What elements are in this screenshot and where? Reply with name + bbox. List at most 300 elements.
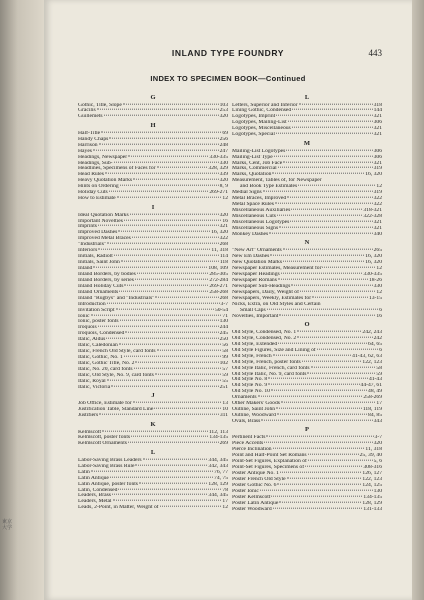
entry-name: Letters, Superior and Inferior bbox=[232, 102, 298, 108]
dot-leader bbox=[279, 314, 375, 315]
dot-leader bbox=[118, 488, 221, 489]
entry-pages: 18-26 bbox=[368, 277, 382, 283]
entry-name: Newspaper Romans bbox=[232, 277, 277, 283]
entry-name: Marks, Commercial bbox=[232, 166, 277, 172]
dot-leader bbox=[109, 137, 218, 138]
dot-leader bbox=[120, 185, 219, 186]
dot-leader bbox=[155, 374, 222, 375]
entry-name: Logotypes, Special bbox=[232, 132, 275, 138]
entry-pages: 16, 320 bbox=[365, 172, 382, 178]
entry-pages: 343 bbox=[373, 419, 382, 424]
entry-pages: 12 bbox=[222, 196, 228, 202]
entry-name: Old Style, French, poster fonts bbox=[232, 359, 301, 365]
entry-name: Old Style No. 10 bbox=[232, 389, 270, 395]
dot-leader bbox=[269, 232, 372, 233]
entry-name: Holiday Cuts bbox=[78, 190, 108, 196]
entry-pages: 8, 9 bbox=[219, 184, 228, 190]
entry-name: Heavy Quotation Marks bbox=[78, 178, 133, 184]
dot-leader bbox=[297, 331, 361, 332]
dot-leader bbox=[128, 155, 208, 156]
index-entry bbox=[232, 132, 382, 138]
dot-leader bbox=[119, 344, 222, 345]
entry-name: Italic, Caledonian bbox=[78, 343, 118, 349]
entry-pages: 311 bbox=[219, 413, 228, 419]
entry-name: How to Estimate bbox=[78, 196, 116, 202]
entry-name: Leads, 2-Point, in Matter, Weight of bbox=[78, 505, 159, 511]
entry-pages: 58 bbox=[222, 349, 228, 355]
entry-name: Newspapers, Daily, Weight of bbox=[232, 289, 299, 295]
entry-pages: 114 bbox=[219, 254, 228, 260]
dot-leader bbox=[93, 267, 207, 268]
dot-leader bbox=[271, 496, 362, 497]
entry-name: Kelmscott Ornaments bbox=[78, 441, 127, 447]
dot-leader bbox=[97, 109, 219, 110]
entry-name: Handy Chaps bbox=[78, 136, 109, 142]
left-index-column bbox=[78, 92, 228, 511]
dot-leader bbox=[134, 368, 222, 369]
entry-name: Leaders, Metal bbox=[78, 499, 112, 505]
entry-pages: 340 bbox=[373, 231, 382, 237]
dot-leader bbox=[99, 143, 219, 144]
dot-leader bbox=[91, 314, 222, 315]
entry-pages: 321 bbox=[373, 114, 382, 120]
entry-pages: 108, 109 bbox=[208, 266, 228, 271]
entry-name: Ornaments bbox=[232, 395, 257, 401]
letter-heading: M bbox=[303, 139, 311, 147]
entry-pages: 321 bbox=[373, 219, 382, 225]
entry-pages: 268 bbox=[219, 242, 228, 248]
entry-pages: 118, 119 bbox=[362, 407, 382, 413]
entry-name: Miscellaneous Signs bbox=[232, 225, 279, 231]
entry-name: Head Rules bbox=[78, 172, 104, 178]
dot-leader bbox=[272, 173, 364, 174]
entry-name: Marks, Cent, Job Face bbox=[232, 160, 283, 166]
letter-heading: H bbox=[150, 121, 156, 129]
entry-name: Mailing-List Logotypes bbox=[232, 148, 286, 154]
dot-leader bbox=[305, 466, 362, 467]
entry-pages: 319 bbox=[373, 166, 382, 172]
entry-name: "Industrials" bbox=[78, 242, 107, 248]
entry-pages: 124, 125 bbox=[362, 482, 382, 488]
entry-name: Guillemets bbox=[78, 114, 103, 120]
index-entry bbox=[78, 413, 228, 419]
dot-leader bbox=[283, 249, 373, 250]
entry-pages: 344, 345 bbox=[208, 457, 228, 463]
entry-name: Introduction bbox=[78, 301, 106, 307]
entry-name: Latin, Condensed bbox=[78, 487, 118, 493]
dot-leader bbox=[157, 350, 222, 351]
dot-leader bbox=[137, 273, 209, 274]
page-header bbox=[44, 48, 412, 62]
entry-name: Gothic, Title, Slope bbox=[78, 102, 122, 108]
entry-pages: 321 bbox=[219, 224, 228, 230]
entry-pages: 268 bbox=[219, 295, 228, 301]
entry-name: Labor-Saving Brass Rule bbox=[78, 463, 135, 469]
dot-leader bbox=[98, 249, 210, 250]
entry-name: Inland Borders, by bodies bbox=[78, 271, 136, 277]
dot-leader bbox=[277, 215, 362, 216]
entry-name: Improved Dashes bbox=[78, 230, 118, 236]
letter-heading: P bbox=[305, 426, 309, 434]
entry-name: Pertinent Facts bbox=[232, 435, 266, 441]
entry-name: Poster Antique No. 1 bbox=[232, 471, 279, 477]
dot-leader bbox=[286, 149, 372, 150]
dot-leader bbox=[281, 402, 375, 403]
dot-leader bbox=[281, 273, 363, 274]
index-entry bbox=[78, 441, 228, 447]
dot-leader bbox=[288, 121, 373, 122]
entry-name: Logotypes, Miscellaneous bbox=[232, 126, 291, 132]
dot-leader bbox=[287, 197, 372, 198]
entry-name: Logotypes, Mailing-List bbox=[232, 120, 287, 126]
entry-name: Lining Gothic, Condensed bbox=[232, 108, 292, 114]
dot-leader bbox=[308, 454, 359, 455]
entry-name: Point-Set Figures, Explanation of bbox=[232, 459, 307, 465]
entry-name: Imprints bbox=[78, 224, 97, 230]
entry-name: Iroquois bbox=[78, 325, 97, 331]
dot-leader bbox=[105, 173, 219, 174]
entry-pages: 321 bbox=[373, 160, 382, 166]
entry-pages: 128, 129 bbox=[208, 481, 228, 487]
dot-leader bbox=[101, 132, 221, 133]
dot-leader bbox=[124, 356, 222, 357]
entry-name: Marks, Quotation bbox=[232, 172, 272, 178]
dot-leader bbox=[307, 372, 375, 373]
entry-name: Newspapers, Weekly, Estimates for bbox=[232, 295, 312, 301]
entry-name: Metal Space Rules bbox=[232, 202, 274, 208]
entry-name: Justifiers bbox=[78, 413, 99, 419]
dot-leader bbox=[107, 243, 218, 244]
entry-name: Pierce Inclination bbox=[232, 447, 272, 453]
entry-name: Medial Signs bbox=[232, 190, 262, 196]
entry-pages: 306 bbox=[373, 120, 382, 126]
dot-leader bbox=[299, 103, 373, 104]
dot-leader bbox=[283, 161, 372, 162]
dot-leader bbox=[160, 506, 222, 507]
entry-name: Novelties, Important bbox=[232, 313, 279, 319]
dot-leader bbox=[312, 296, 368, 297]
book-spine bbox=[0, 0, 44, 600]
entry-pages: 57 bbox=[222, 366, 228, 372]
entry-pages: 144 bbox=[373, 108, 382, 114]
entry-pages: 103 bbox=[219, 102, 228, 108]
entry-pages: 321 bbox=[373, 225, 382, 231]
entry-name: Latin bbox=[78, 469, 90, 475]
entry-pages: 248 bbox=[219, 142, 228, 148]
entry-name: Ionic, poster fonts bbox=[78, 319, 119, 325]
entry-pages: 242, 243 bbox=[362, 329, 382, 335]
entry-pages: 118 bbox=[219, 260, 228, 266]
entry-name: Headings, Sub- bbox=[78, 160, 113, 166]
spine-stamp: 東京大学 bbox=[2, 520, 13, 531]
entry-pages: 16, 320 bbox=[365, 254, 382, 260]
entry-name: Harrison bbox=[78, 142, 98, 148]
section-title: INDEX TO SPECIMEN BOOK—Continued bbox=[150, 74, 306, 83]
entry-name: Poster Gothic No. 6 bbox=[232, 482, 277, 488]
dot-leader bbox=[292, 127, 373, 128]
entry-pages: 269 bbox=[219, 441, 228, 447]
entry-pages: 251 bbox=[219, 384, 228, 390]
entry-pages: 3-7 bbox=[374, 435, 382, 441]
entry-pages: 69 bbox=[222, 130, 228, 136]
dot-leader bbox=[93, 149, 219, 150]
entry-name: Italic, Victoria bbox=[78, 384, 111, 390]
entry-name: Inferiors bbox=[78, 248, 98, 254]
entry-pages: 322 bbox=[373, 196, 382, 202]
letter-heading: K bbox=[150, 420, 156, 428]
dot-leader bbox=[274, 155, 373, 156]
entry-name: Poster French Old Style bbox=[232, 477, 286, 482]
dot-leader bbox=[283, 261, 364, 262]
dot-leader bbox=[114, 161, 219, 162]
entry-name: Hints on Ordering bbox=[78, 184, 119, 190]
dot-leader bbox=[277, 414, 367, 415]
dot-leader bbox=[273, 507, 363, 508]
entry-pages: 320 bbox=[219, 114, 228, 120]
entry-pages: 319 bbox=[373, 190, 382, 196]
entry-name: Headlines, Specimens of Faces for bbox=[78, 166, 156, 172]
dot-leader bbox=[297, 337, 372, 338]
entry-name: Invitation Script bbox=[78, 307, 115, 313]
dot-leader bbox=[287, 478, 362, 479]
entry-pages: 242 bbox=[373, 335, 382, 341]
dot-leader bbox=[300, 290, 375, 291]
dot-leader bbox=[273, 448, 365, 449]
entry-name: Latin Antique bbox=[78, 475, 109, 481]
entry-name: Job Office, Estimate for bbox=[78, 401, 132, 407]
entry-pages: 245 bbox=[219, 331, 228, 337]
entry-pages: 13 bbox=[222, 401, 228, 407]
entry-pages: 50-54 bbox=[214, 307, 228, 313]
dot-leader bbox=[99, 414, 219, 415]
entry-name: Kelmscott, poster fonts bbox=[78, 435, 131, 441]
entry-pages: 55 bbox=[222, 378, 228, 384]
entry-name: Metal Braces, Improved bbox=[232, 196, 287, 202]
entry-name: Inland Holiday Cuts bbox=[78, 283, 124, 289]
entry-name: Iroquois, Condensed bbox=[78, 331, 125, 337]
entry-pages: 250 bbox=[219, 337, 228, 343]
dot-leader bbox=[263, 191, 373, 192]
letter-heading: I bbox=[151, 203, 155, 211]
entry-pages: 247 bbox=[219, 148, 228, 154]
entry-pages: 126, 127 bbox=[362, 471, 382, 477]
entry-pages: 112, 113 bbox=[208, 429, 228, 435]
entry-pages: 17 bbox=[222, 499, 228, 505]
right-index-column bbox=[232, 92, 382, 513]
entry-pages: 16 bbox=[376, 313, 382, 319]
index-entry bbox=[232, 314, 382, 320]
dot-leader bbox=[111, 385, 218, 386]
entry-pages: 44-47, 61 bbox=[360, 383, 382, 389]
entry-pages: 330-335 bbox=[363, 271, 382, 277]
dot-leader bbox=[155, 296, 218, 297]
entry-pages: 322 bbox=[373, 202, 382, 208]
dot-leader bbox=[270, 255, 364, 256]
entry-pages: 269-271 bbox=[209, 283, 228, 289]
entry-pages: 272-284 bbox=[209, 277, 228, 283]
index-entry bbox=[78, 505, 228, 511]
entry-pages: 11, 318 bbox=[211, 248, 228, 254]
entry-pages: 320 bbox=[219, 212, 228, 218]
index-page bbox=[44, 0, 412, 600]
entry-name: New Quotation Marks bbox=[232, 260, 283, 266]
index-entry bbox=[78, 385, 228, 391]
dot-leader bbox=[154, 408, 221, 409]
entry-pages: 344, 345 bbox=[208, 493, 228, 499]
entry-pages: 56 bbox=[222, 343, 228, 349]
dot-leader bbox=[133, 402, 222, 403]
dot-leader bbox=[258, 396, 363, 397]
dot-leader bbox=[133, 179, 219, 180]
entry-name: Kelmscott bbox=[78, 429, 101, 435]
entry-pages: 134-135 bbox=[363, 494, 382, 500]
entry-name: Old Style, Extended bbox=[232, 341, 278, 347]
dot-leader bbox=[276, 408, 362, 409]
entry-name: Point-Set Figures, Specimens of bbox=[232, 465, 305, 471]
entry-pages: 134-135 bbox=[209, 435, 228, 441]
entry-name: Logotypes, Imprint bbox=[232, 114, 276, 120]
dot-leader bbox=[291, 285, 372, 286]
entry-pages: 269-271 bbox=[209, 190, 228, 196]
entry-name: Newspaper Estimates, Measurement for bbox=[232, 266, 322, 271]
entry-pages: 41-43 bbox=[368, 377, 382, 383]
entry-name: Important Novelties bbox=[78, 218, 123, 224]
dot-leader bbox=[102, 430, 208, 431]
entry-pages: 17 bbox=[376, 401, 382, 407]
entry-name: Poster Woodward bbox=[232, 506, 272, 512]
running-title: INLAND TYPE FOUNDRY bbox=[171, 48, 285, 58]
entry-name: Old Style Italic, French, card fonts bbox=[232, 365, 310, 371]
entry-name: Latin Antique, poster fonts bbox=[78, 481, 138, 487]
dot-leader bbox=[311, 366, 376, 367]
dot-leader bbox=[116, 308, 214, 309]
entry-name: Initials, Radiolt bbox=[78, 254, 113, 260]
entry-name: Improved Metal Braces bbox=[78, 236, 131, 242]
dot-leader bbox=[261, 420, 372, 421]
page-number: 443 bbox=[368, 48, 382, 58]
entry-name: Ideal Quotation Marks bbox=[78, 212, 129, 218]
entry-pages: 102 bbox=[219, 361, 228, 366]
dot-leader bbox=[273, 354, 352, 355]
entry-pages: 318 bbox=[373, 102, 382, 108]
dot-leader bbox=[267, 308, 379, 309]
entry-pages: 339 bbox=[219, 172, 228, 178]
page-edge bbox=[412, 0, 424, 600]
entry-pages: 41-43, 62, 63 bbox=[352, 353, 382, 359]
dot-leader bbox=[280, 472, 361, 473]
entry-pages: 321 bbox=[373, 132, 382, 138]
entry-pages: 6 bbox=[379, 347, 382, 353]
dot-leader bbox=[121, 261, 219, 262]
entry-name: Poster Ionic bbox=[232, 488, 259, 494]
dot-leader bbox=[135, 362, 218, 363]
entry-name: Headings, Newspaper bbox=[78, 154, 128, 160]
entry-name: Initials, Saint John bbox=[78, 260, 120, 266]
entry-pages: 342, 343 bbox=[208, 463, 228, 469]
dot-leader bbox=[302, 360, 362, 361]
entry-name: Nicks, Extra, on Old Styles and Certain bbox=[232, 301, 321, 307]
dot-leader bbox=[268, 378, 368, 379]
entry-name: Monkey Dashes bbox=[232, 231, 269, 237]
entry-pages: 16, 320 bbox=[365, 260, 382, 266]
entry-name: Outline, Saint John bbox=[232, 407, 276, 413]
entry-name: Outline, Woodward bbox=[232, 413, 276, 419]
index-entry bbox=[78, 196, 228, 202]
entry-name: Miscellaneous Cuts bbox=[232, 213, 276, 219]
entry-name: Gracilis bbox=[78, 108, 96, 114]
entry-name: Old Style Italic, No. 9, card fonts bbox=[232, 371, 307, 377]
entry-name: Small Caps bbox=[240, 307, 266, 313]
entry-pages: 3-7 bbox=[220, 301, 228, 307]
entry-name: Miscellaneous Auxiliaries bbox=[232, 208, 291, 213]
entry-name: Ovals, Brass bbox=[232, 419, 261, 424]
dot-leader bbox=[131, 436, 208, 437]
index-entry bbox=[232, 507, 382, 513]
dot-leader bbox=[112, 494, 207, 495]
dot-leader bbox=[109, 191, 209, 192]
entry-pages: 78 bbox=[222, 487, 228, 493]
entry-pages: 285-305 bbox=[209, 271, 228, 277]
entry-pages: 76, 77 bbox=[214, 469, 228, 475]
entry-name: Newspaper Sub-Headings bbox=[232, 283, 291, 289]
dot-leader bbox=[279, 227, 372, 228]
dot-leader bbox=[118, 231, 210, 232]
entry-pages: 59 bbox=[222, 372, 228, 378]
entry-pages: 306 bbox=[373, 154, 382, 160]
entry-pages: 128, 129 bbox=[362, 500, 382, 506]
entry-pages: 10 bbox=[222, 407, 228, 413]
entry-pages: 122, 123 bbox=[362, 477, 382, 482]
dot-leader bbox=[308, 460, 373, 461]
dot-leader bbox=[277, 484, 361, 485]
dot-leader bbox=[278, 279, 368, 280]
dot-leader bbox=[322, 267, 375, 268]
dot-leader bbox=[290, 221, 372, 222]
dot-leader bbox=[260, 490, 373, 491]
dot-leader bbox=[128, 442, 219, 443]
entry-name: New Em Dashes bbox=[232, 254, 270, 260]
entry-name: Hayes bbox=[78, 148, 92, 154]
entry-name: Italic, Aldus bbox=[78, 337, 106, 343]
entry-pages: 320 bbox=[373, 441, 382, 447]
dot-leader bbox=[135, 464, 207, 465]
entry-name: Newspaper Headings bbox=[232, 271, 280, 277]
dot-leader bbox=[119, 290, 208, 291]
entry-name: Old Style No. 9 bbox=[232, 383, 268, 389]
dot-leader bbox=[125, 332, 218, 333]
dot-leader bbox=[107, 380, 222, 381]
entry-pages: 74, 75 bbox=[214, 475, 228, 481]
dot-leader bbox=[117, 197, 222, 198]
entry-name: Half-Title bbox=[78, 130, 101, 136]
entry-pages: 265 bbox=[373, 248, 382, 254]
entry-name: Other Makers' Goods bbox=[232, 401, 280, 407]
entry-pages: 308-316 bbox=[363, 465, 382, 471]
entry-pages: 322-328 bbox=[363, 213, 382, 219]
entry-name: Old Style Figures, Size and Lining of bbox=[232, 347, 316, 353]
entry-pages: 130 bbox=[219, 319, 228, 325]
entry-name: Old Style, Condensed, No. 1 bbox=[232, 329, 297, 335]
dot-leader bbox=[98, 326, 219, 327]
entry-name: Point and Half-Point Set Romans bbox=[232, 453, 307, 459]
entry-pages: 12 bbox=[222, 505, 228, 511]
entry-pages: 16 bbox=[222, 218, 228, 224]
entry-pages: 321 bbox=[373, 126, 382, 132]
dot-leader bbox=[130, 213, 219, 214]
entry-pages: 11, 318 bbox=[365, 447, 382, 453]
entry-pages: 99 bbox=[222, 355, 228, 361]
entry-pages: 12 bbox=[376, 184, 382, 190]
